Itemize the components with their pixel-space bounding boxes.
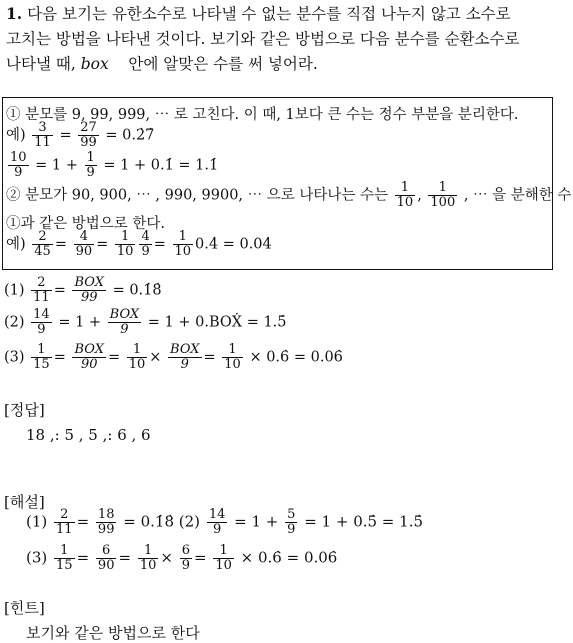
denominator: 10 — [116, 244, 134, 259]
numerator: 1 — [222, 343, 243, 358]
numerator: 1 — [31, 343, 52, 358]
numerator: 4 — [141, 229, 150, 244]
denominator: 90 — [97, 558, 115, 573]
box-fraction — [72, 343, 105, 372]
denominator: 9 — [14, 165, 23, 180]
denominator: 9 — [287, 522, 296, 537]
numerator: BOX — [74, 275, 104, 290]
solution-line-2: (3) $\frac{1}{15}$ = $\frac{6}{90}$ = $\frac{1}{10}$ × $\frac{6}{9}$ = $\frac{1}{10}$ × 0.6̇ = 0.06̇ — [26, 543, 338, 573]
math-text: (3) — [26, 548, 48, 567]
hint-heading: [힌트] — [4, 599, 45, 617]
denominator: 10 — [215, 558, 232, 573]
math-text: = 1 + — [58, 314, 102, 331]
denominator: 9 — [212, 522, 222, 537]
example-prefix: 예) — [6, 127, 26, 144]
fraction — [222, 343, 243, 372]
fraction — [207, 508, 228, 537]
math-text: (1) — [26, 512, 48, 531]
denominator: 11 — [34, 135, 51, 150]
fraction — [78, 121, 99, 150]
hint-text: 보기와 같은 방법으로 한다 — [26, 624, 200, 642]
denominator: 11 — [33, 290, 50, 305]
denominator: 9 — [86, 165, 95, 180]
example-result: = 0.2̇7̇ — [105, 127, 155, 144]
fraction — [96, 544, 117, 573]
example-result: 0.4̇ = 0.04̇ — [195, 236, 272, 253]
denominator: 10 — [174, 244, 192, 259]
problem-label: (1) — [4, 282, 25, 299]
fraction — [180, 544, 192, 573]
box-fraction — [168, 343, 201, 372]
fraction — [32, 230, 53, 259]
example-line-3 — [6, 151, 218, 180]
numerator: 1 — [395, 181, 416, 196]
question-line-3 — [6, 52, 318, 76]
numerator: 2 — [32, 230, 53, 245]
box-fraction — [72, 276, 105, 305]
fraction — [285, 508, 297, 537]
math-text: × 0.6̇ = 0.06̇ — [240, 548, 338, 567]
answer-heading: [정답] — [4, 401, 45, 419]
math-text: (2) — [178, 512, 201, 531]
numerator: 3 — [32, 121, 53, 136]
numerator: BOX — [170, 342, 200, 357]
numerator: 27 — [80, 120, 97, 135]
numerator: 14 — [208, 507, 226, 522]
fraction — [138, 544, 159, 573]
numerator: 10 — [10, 150, 27, 165]
fraction — [31, 276, 52, 305]
problem-label: (3) — [4, 349, 25, 366]
fraction — [213, 544, 234, 573]
numerator: 6 — [181, 543, 190, 558]
problem-result: × 0.6̇ = 0.06̇ — [249, 349, 343, 366]
question-line-1 — [6, 2, 511, 26]
numerator: 2 — [31, 276, 52, 291]
example-prefix: 예) — [6, 236, 26, 253]
math-text: = 0.1̇8̇ — [123, 512, 174, 531]
example-text: , ⋯ 을 분해한 수 — [463, 187, 572, 204]
denominator: 9 — [141, 244, 150, 259]
fraction — [115, 230, 136, 259]
numerator: 1 — [213, 544, 234, 559]
denominator: 10 — [139, 558, 157, 573]
example-line-5: ①과 같은 방법으로 한다. — [6, 216, 165, 232]
numerator: 14 — [33, 307, 50, 322]
numerator: 1 — [428, 181, 457, 196]
denominator: 90 — [80, 357, 98, 372]
fraction — [54, 544, 75, 573]
example-line-4 — [6, 181, 571, 210]
denominator: 9 — [37, 322, 46, 337]
denominator: 99 — [97, 522, 115, 537]
numerator: 1 — [86, 150, 95, 165]
example-text: ② 분모가 90, 900, ⋯ , 990, 9900, ⋯ 으로 나타나는 수는 — [6, 187, 389, 204]
denominator: 10 — [396, 195, 414, 210]
numerator: 1 — [127, 343, 148, 358]
fraction — [139, 230, 151, 259]
box-fraction — [108, 308, 141, 337]
question-number: 1. — [6, 4, 23, 23]
fraction — [96, 508, 117, 537]
denominator: 11 — [56, 522, 73, 537]
problem-2 — [4, 308, 287, 337]
example-mid: = 1 + — [35, 157, 78, 174]
fraction — [395, 181, 416, 210]
fraction — [85, 151, 97, 180]
box-variable: box — [80, 55, 109, 73]
question-text-3-pre: 나타낼 때, — [6, 55, 76, 73]
math-text: = 1 + 0.5̇ = 1.5̇ — [304, 512, 424, 531]
fraction — [31, 308, 52, 337]
problem-label: (2) — [4, 314, 25, 331]
fraction — [127, 343, 148, 372]
denominator: 99 — [80, 135, 97, 150]
numerator: BOX — [74, 342, 104, 357]
numerator: BOX — [109, 307, 140, 322]
fraction — [31, 343, 52, 372]
question-line-2: 고치는 방법을 나타낸 것이다. 보기와 같은 방법으로 다음 분수를 순환소수로 — [6, 30, 520, 48]
denominator: 45 — [34, 244, 51, 259]
fraction — [74, 230, 95, 259]
fraction — [54, 508, 75, 537]
fraction — [8, 151, 29, 180]
answer-text: 18 ,: 5 , 5 ,: 6 , 6 — [26, 426, 151, 444]
numerator: 4 — [74, 230, 95, 245]
numerator: 5 — [287, 507, 296, 522]
numerator: 1 — [173, 230, 194, 245]
denominator: 10 — [224, 357, 241, 372]
example-result: = 1 + 0.1̇ = 1.1̇ — [103, 157, 219, 174]
problem-1: (1) $\frac{2}{11}$ = $\frac{\text{BOX}}{99}$ = 0.1̇8̇ — [4, 275, 162, 305]
numerator: 1 — [115, 230, 136, 245]
example-line-2 — [6, 121, 154, 150]
denominator: 9 — [180, 357, 189, 372]
question-text-3-post: 안에 알맞은 수를 써 넣어라. — [128, 55, 318, 73]
example-line-1: ① 분모를 9, 99, 999, ⋯ 로 고친다. 이 때, 1보다 큰 수는 정수 부분을 분리한다. — [6, 107, 519, 123]
question-text-1: 다음 보기는 유한소수로 나타낼 수 없는 분수를 직접 나누지 않고 소수로 — [27, 5, 511, 23]
math-text: = 1 + — [234, 512, 279, 531]
denominator: 99 — [80, 290, 98, 305]
solution-heading: [해설] — [4, 493, 45, 511]
solution-line-1: (1) $\frac{2}{11}$ = $\frac{18}{99}$ = 0.1̇8̇ (2) $\frac{14}{9}$ = 1 + $\frac{5}{9}$ = 1 + 0.5̇ = 1.5̇ — [26, 507, 424, 537]
denominator: 90 — [75, 244, 93, 259]
equals: = — [59, 127, 72, 144]
denominator: 100 — [430, 195, 456, 210]
denominator: 9 — [120, 322, 129, 337]
problem-result: = 0.1̇8̇ — [112, 282, 162, 299]
numerator: 1 — [138, 544, 159, 559]
problem-3: (3) $\frac{1}{15}$ = $\frac{\text{BOX}}{90}$ = $\frac{1}{10}$ × $\frac{\text{BOX}}{9}$ = $\frac{1}{10}$ × 0.6̇ = 0.06̇ — [4, 342, 343, 372]
denominator: 9 — [181, 558, 190, 573]
numerator: 2 — [54, 508, 75, 523]
denominator: 15 — [56, 558, 73, 573]
math-text: , — [417, 187, 422, 204]
fraction — [32, 121, 53, 150]
problem-result: = 1 + 0.BOẊ = 1.5̇ — [147, 314, 287, 331]
numerator: 6 — [96, 544, 117, 559]
numerator: 18 — [97, 507, 115, 522]
example-line-6: 예) $\frac{2}{45}$ = $\frac{4}{90}$ = $\frac{1}{10}$ $\frac{4}{9}$ = $\frac{1}{10}$ 0.4̇ = 0.04̇ — [6, 229, 272, 259]
denominator: 10 — [128, 357, 146, 372]
fraction — [428, 181, 457, 210]
denominator: 15 — [33, 357, 50, 372]
fraction — [173, 230, 194, 259]
numerator: 1 — [54, 544, 75, 559]
